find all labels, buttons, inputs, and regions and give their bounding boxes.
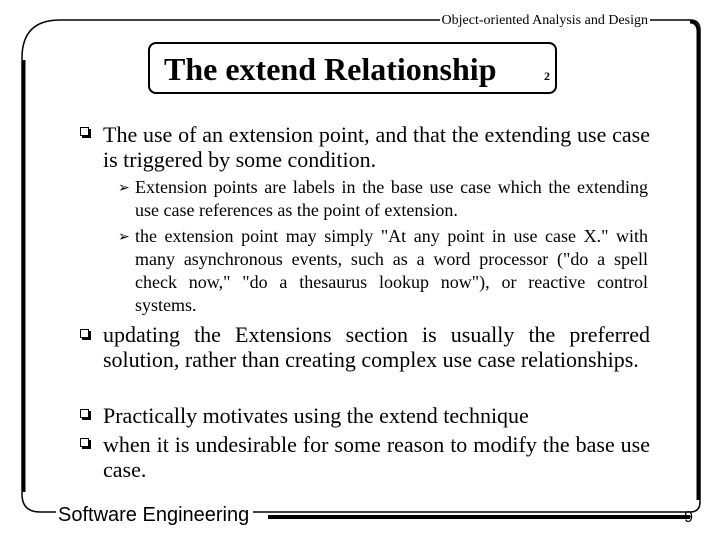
- footer-label: Software Engineering: [56, 503, 253, 527]
- square-bullet-icon: [80, 438, 89, 447]
- square-bullet-icon: [80, 329, 89, 338]
- sub-bullet-text: the extension point may simply "At any point in use case X." with many asynchronous events, such as a word processor ("do a spell check now," "do a thesaurus lookup now"), or reactive control systems.: [135, 226, 648, 315]
- page-number: 9: [684, 509, 693, 526]
- sub-bullet-icon: ➢: [118, 180, 130, 196]
- square-bullet-icon: [80, 409, 89, 418]
- running-header: Object-oriented Analysis and Design: [440, 11, 650, 31]
- bullet-text: Practically motivates using the extend technique: [103, 403, 529, 428]
- sub-bullet-icon: ➢: [118, 229, 130, 245]
- bullet-text: The use of an extension point, and that the extending use case is triggered by some condition.: [103, 122, 650, 172]
- sub-bullet-text: Extension points are labels in the base use case which the extending use case references as the point of extension.: [135, 177, 648, 220]
- bullet-text: updating the Extensions section is usually the preferred solution, rather than creating complex use case relationships.: [103, 322, 650, 372]
- bullet-text: when it is undesirable for some reason to modify the base use case.: [103, 432, 650, 482]
- title-suffix: 2: [544, 69, 550, 83]
- square-bullet-icon: [80, 127, 89, 136]
- slide-title: The extend Relationship: [164, 51, 497, 87]
